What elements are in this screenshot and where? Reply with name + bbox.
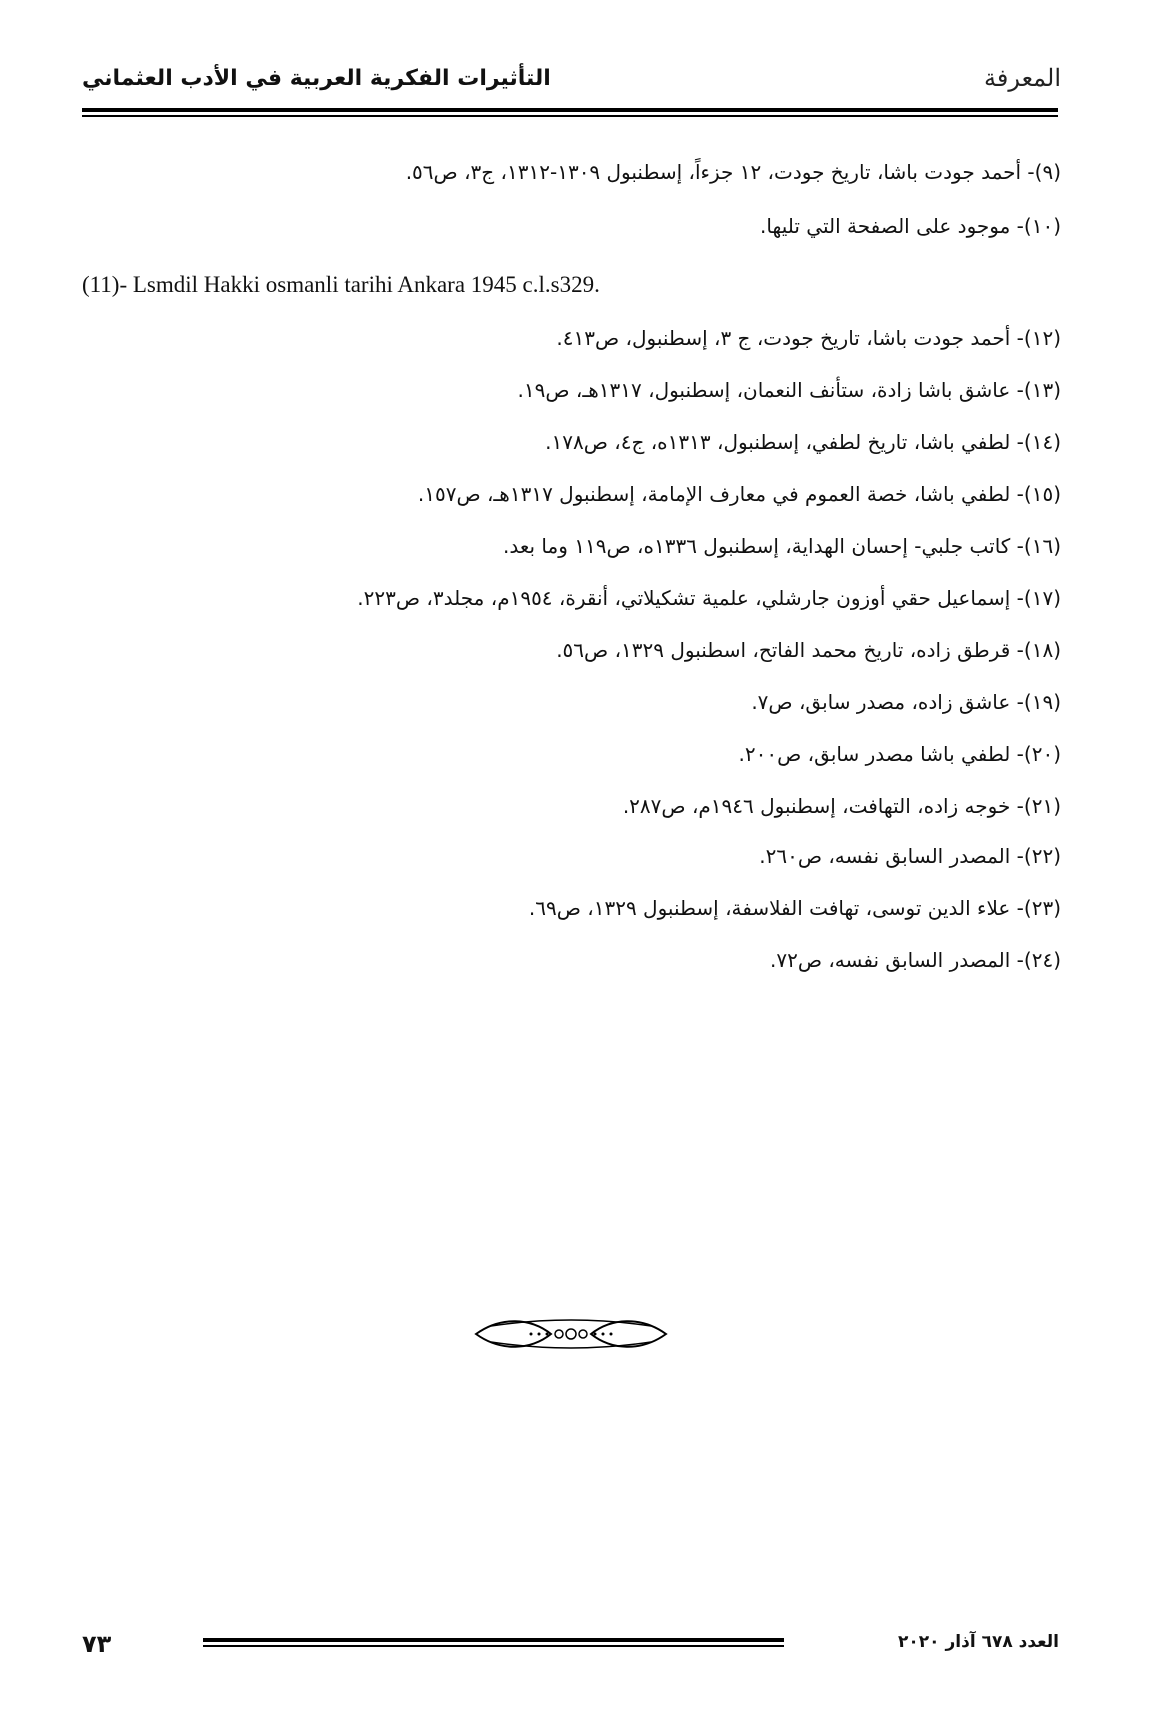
footnote-19: (١٩)- عاشق زاده، مصدر سابق، ص٧.: [751, 690, 1061, 714]
header-rule-thin: [82, 115, 1058, 117]
ornament-divider: [471, 1312, 671, 1356]
page-number: ٧٣: [82, 1630, 112, 1658]
footnote-24: (٢٤)- المصدر السابق نفسه، ص٧٢.: [769, 948, 1061, 972]
footnote-12: (١٢)- أحمد جودت باشا، تاريخ جودت، ج ٣، إسطنبول، ص٤١٣.: [556, 326, 1061, 350]
footnote-21: (٢١)- خوجه زاده، التهافت، إسطنبول ١٩٤٦م، ص٢٨٧.: [622, 794, 1061, 818]
footer-rule: [203, 1638, 784, 1642]
footnote-9: (٩)- أحمد جودت باشا، تاريخ جودت، ١٢ جزءاً، إسطنبول ١٣٠٩-١٣١٢، ج٣، ص٥٦.: [405, 160, 1061, 184]
footnote-20: (٢٠)- لطفي باشا مصدر سابق، ص٢٠٠.: [738, 742, 1061, 766]
footnote-16: (١٦)- كاتب جلبي- إحسان الهداية، إسطنبول ١٣٣٦ه، ص١١٩ وما بعد.: [503, 534, 1061, 558]
issue-info: العدد ٦٧٨ آذار ٢٠٢٠: [898, 1632, 1059, 1652]
footnote-14: (١٤)- لطفي باشا، تاريخ لطفي، إسطنبول، ١٣١٣ه، ج٤، ص١٧٨.: [545, 430, 1061, 454]
footnote-22: (٢٢)- المصدر السابق نفسه، ص٢٦٠.: [759, 844, 1061, 868]
footnote-18: (١٨)- قرطق زاده، تاريخ محمد الفاتح، اسطنبول ١٣٢٩، ص٥٦.: [556, 638, 1061, 662]
header-rule: [82, 108, 1058, 112]
journal-logo: المعرفة: [983, 64, 1061, 92]
footnote-13: (١٣)- عاشق باشا زادة، ستأنف النعمان، إسطنبول، ١٣١٧هـ، ص١٩.: [517, 378, 1061, 402]
footnote-11: (11)- Lsmdil Hakki osmanli tarihi Ankara 1945 c.l.s329.: [82, 272, 600, 297]
footer-rule-thin: [203, 1645, 784, 1647]
footnote-10: (١٠)- موجود على الصفحة التي تليها.: [760, 214, 1061, 238]
footnote-23: (٢٣)- علاء الدين توسى، تهافت الفلاسفة، إسطنبول ١٣٢٩، ص٦٩.: [528, 896, 1061, 920]
running-title: التأثيرات الفكرية العربية في الأدب العثماني: [82, 66, 551, 91]
footnote-17: (١٧)- إسماعيل حقي أوزون جارشلي، علمية تشكيلاتي، أنقرة، ١٩٥٤م، مجلد٣، ص٢٢٣.: [357, 586, 1061, 610]
footnote-15: (١٥)- لطفي باشا، خصة العموم في معارف الإمامة، إسطنبول ١٣١٧هـ، ص١٥٧.: [417, 482, 1061, 506]
